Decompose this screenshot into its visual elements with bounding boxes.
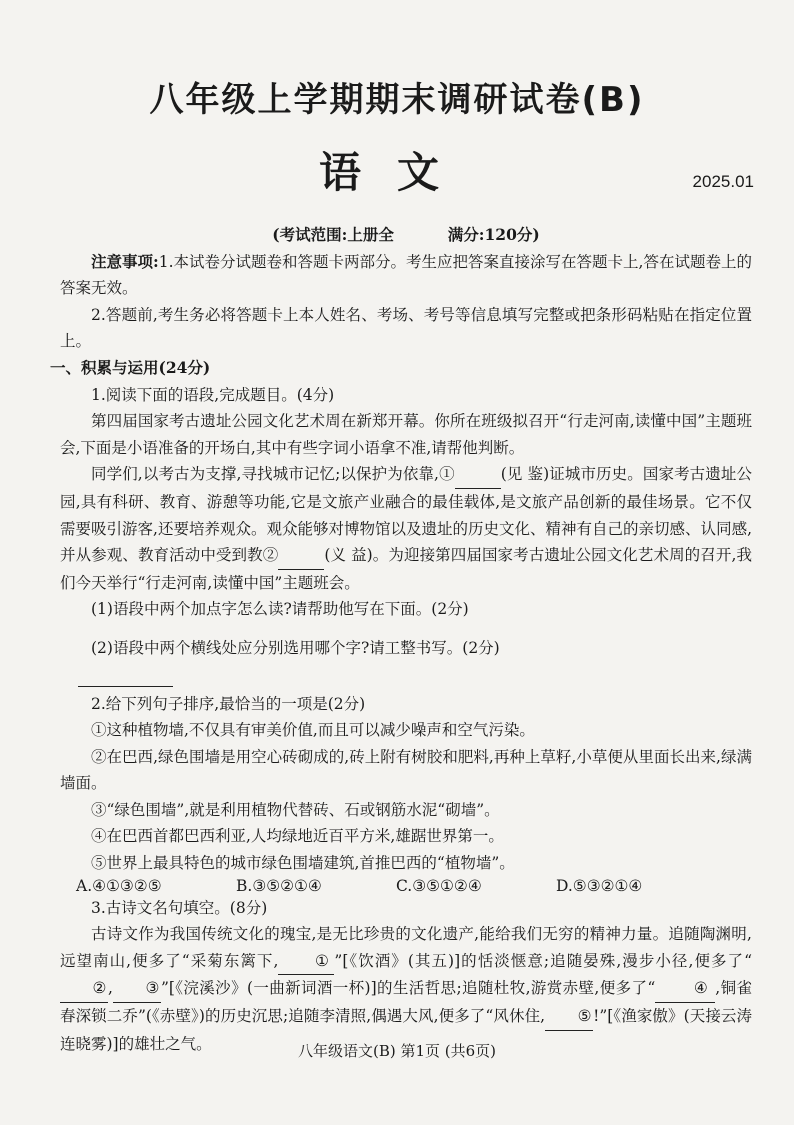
q3-blank-1[interactable]: ① <box>278 948 334 976</box>
notice-label: 注意事项: <box>91 251 159 271</box>
notice-1-text: 1.本试卷分试题卷和答题卡两部分。考生应把答案直接涂写在答题卡上,答在试题卷上的答案无效。 <box>60 252 752 298</box>
option-b[interactable]: B.③⑤②①④ <box>236 876 322 895</box>
option-a[interactable]: A.④①③②⑤ <box>76 876 162 895</box>
q3-text-3: , <box>108 979 113 998</box>
subject-title: 语文 <box>318 148 475 197</box>
exam-title: 八年级上学期期末调研试卷(B) <box>149 80 645 120</box>
q2-sentence-4: ④在巴西首都巴西利亚,人均绿地近百平方米,雄踞世界第一。 <box>91 827 504 846</box>
exam-scope: (考试范围:上册全 满分:120分) <box>272 225 540 244</box>
option-d[interactable]: D.⑤③②①④ <box>556 876 643 895</box>
q3-text-1: 古诗文作为我国传统文化的瑰宝,是无比珍贵的文化遗产,能给我们无穷的精神力量。追随陶渊明,远望南山,便多了“采菊东篱下, <box>60 925 752 970</box>
passage-part-b: 证城市历史。国家考古遗址公园,具有科研、教育、游憩等功能,它是文旅产业融合的最佳载体,是文旅产品创新的最佳场景。它不仅需要吸引游客,还要培养观众。观众能够对博物馆以及遗址的历史文化、精神有自己的亲切感、认同感,并从参观、教育活动中受到教② <box>60 465 752 565</box>
hint-b: (义 益) <box>324 546 373 565</box>
q2-options <box>60 877 752 895</box>
q3-blank-5[interactable]: ⑤ <box>545 1003 593 1031</box>
q1-stem: 1.阅读下面的语段,完成题目。(4分) <box>91 385 335 404</box>
blank-1[interactable] <box>455 461 501 489</box>
q1-sub2: (2)语段中两个横线处应分别选用哪个字?请工整书写。(2分) <box>91 638 500 657</box>
q3-text-6: !”[《渔家傲》(天接云涛连晓雾)]的雄壮之气。 <box>60 1007 753 1053</box>
q3-blank-4[interactable]: ④ <box>655 975 715 1003</box>
q2-sentence-1: ①这种植物墙,不仅具有审美价值,而且可以减少噪声和空气污染。 <box>91 721 535 740</box>
q3-blank-2[interactable]: ② <box>60 975 108 1003</box>
exam-date: 2025.01 <box>692 172 754 191</box>
notice-2: 2.答题前,考生务必将答题卡上本人姓名、考场、考号等信息填写完整或把条形码粘贴在指定位置上。 <box>60 305 752 351</box>
q3-text-2: ”[《饮酒》(其五)]的恬淡惬意;追随晏殊,漫步小径,便多了“ <box>334 951 753 970</box>
q1-sub1: (1)语段中两个加点字怎么读?请帮助他写在下面。(2分) <box>91 600 469 619</box>
section-1-title: 一、积累与运用(24分) <box>50 357 211 377</box>
answer-line[interactable] <box>78 668 173 687</box>
passage-part-a: 同学们,以考古为支撑,寻找城市记忆;以保护为依靠,① <box>91 465 455 484</box>
option-c[interactable]: C.③⑤①②④ <box>396 876 482 895</box>
q2-stem: 2.给下列句子排序,最恰当的一项是(2分) <box>91 694 366 713</box>
q1-passage <box>60 461 752 596</box>
q2-sentence-2: ②在巴西,绿色围墙是用空心砖砌成的,砖上附有树胶和肥料,再种上草籽,小草便从里面长出来,绿满墙面。 <box>60 747 752 793</box>
q3-blank-3[interactable]: ③ <box>113 975 161 1003</box>
q1-intro: 第四届国家考古遗址公园文化艺术周在新郑开幕。你所在班级拟召开“行走河南,读懂中国”主题班会,下面是小语准备的开场白,其中有些字词小语拿不准,请帮他判断。 <box>60 412 752 457</box>
hint-a: (见 鉴) <box>500 465 550 484</box>
notice-1 <box>60 249 752 302</box>
page-footer: 八年级语文(B) 第1页 (共6页) <box>297 1042 497 1060</box>
q3-text-4: ”[《浣溪沙》(一曲新词酒一杯)]的生活哲思;追随杜牧,游赏赤壁,便多了“ <box>160 979 656 998</box>
q3-stem: 3.古诗文名句填空。(8分) <box>91 898 268 917</box>
q3-text-5: ,铜雀春深锁二乔”(《赤壁》)的历史沉思;追随李清照,偶遇大风,便多了“风休住, <box>60 979 752 1026</box>
passage-part-c: 。为迎接第四届国家考古遗址公园文化艺术周的召开,我们今天举行“行走河南,读懂中国”主题班会。 <box>60 546 752 592</box>
q2-sentence-5: ⑤世界上最具特色的城市绿色围墙建筑,首推巴西的“植物墙”。 <box>91 854 515 873</box>
q3-passage <box>60 921 752 1057</box>
q2-sentence-3: ③“绿色围墙”,就是利用植物代替砖、石或钢筋水泥“砌墙”。 <box>91 800 500 819</box>
blank-2[interactable] <box>278 542 324 570</box>
exam-body <box>50 222 753 1057</box>
